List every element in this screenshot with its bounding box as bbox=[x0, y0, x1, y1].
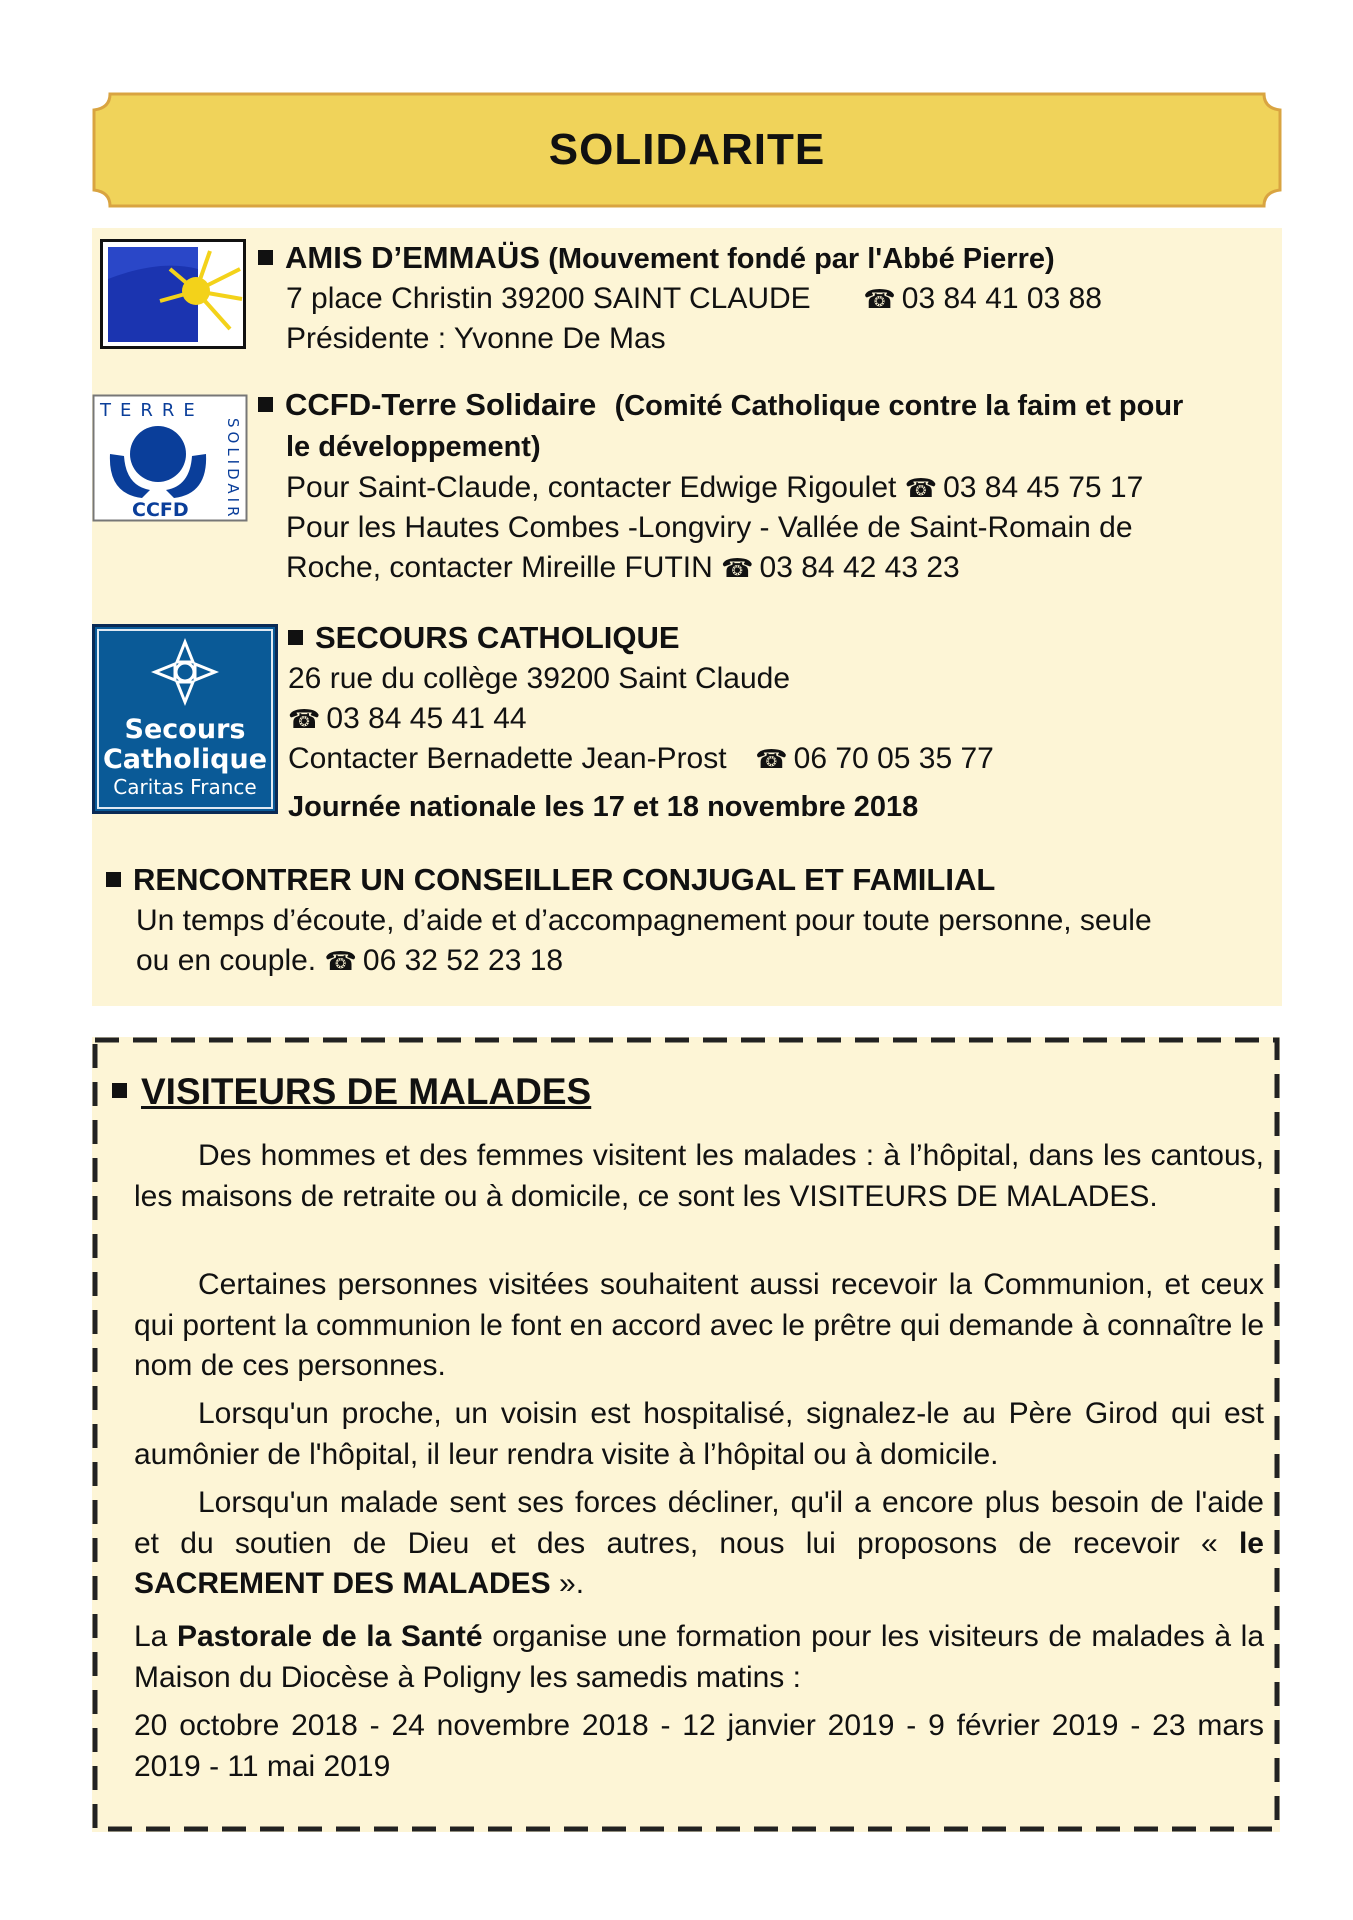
section-banner bbox=[92, 92, 1282, 208]
secours-event: Journée nationale les 17 et 18 novembre 2018 bbox=[288, 791, 919, 823]
ccfd-entry bbox=[258, 384, 1183, 588]
secours-logo bbox=[92, 624, 278, 814]
visiteurs-title: VISITEURS DE MALADES bbox=[141, 1071, 592, 1112]
visiteurs-dates: 20 octobre 2018 - 24 novembre 2018 - 12 janvier 2019 - 9 février 2019 - 23 mars 2019 - 11 mai 2019 bbox=[134, 1709, 1264, 1783]
conseiller-title: RENCONTRER UN CONSEILLER CONJUGAL ET FAMILIAL bbox=[133, 862, 996, 897]
secours-phone[interactable]: 03 84 45 41 44 bbox=[326, 702, 527, 735]
p5-pastorale: Pastorale de la Santé bbox=[176, 1620, 483, 1653]
visiteurs-title-row bbox=[112, 1071, 591, 1113]
p4-open-quote: « bbox=[1201, 1526, 1239, 1560]
secours-contact: Contacter Bernadette Jean-Prost bbox=[288, 742, 727, 775]
phone-icon: ☎ bbox=[721, 553, 754, 583]
phone-icon: ☎ bbox=[755, 744, 788, 774]
phone-icon: ☎ bbox=[288, 704, 321, 734]
visiteurs-paragraph-1: Des hommes et des femmes visitent les malades : à l’hôpital, dans les cantous, les maisons de retraite ou à domicile, ce sont les VISITEURS DE MALADES. bbox=[134, 1139, 1264, 1213]
ccfd-phone-2[interactable]: 03 84 42 43 23 bbox=[759, 551, 960, 584]
conseiller-line1: Un temps d’écoute, d’aide et d’accompagnement pour toute personne, seule bbox=[136, 904, 1152, 937]
p4-sacrement: le SACREMENT DES MALADES bbox=[134, 1526, 1264, 1600]
emmaus-logo bbox=[100, 239, 246, 349]
emmaus-phone[interactable]: 03 84 41 03 88 bbox=[901, 282, 1102, 315]
p4-text: Lorsqu'un malade sent ses forces décliner, qu'il a encore plus besoin de l'aide et du soutien de Dieu et des autres, nous lui proposons de recevoir bbox=[134, 1486, 1264, 1560]
secours-logo-line2: Catholique bbox=[102, 744, 268, 775]
ccfd-name: CCFD-Terre Solidaire bbox=[285, 387, 597, 422]
visiteurs-paragraph-4 bbox=[134, 1483, 1264, 1605]
sun-logo-icon bbox=[100, 239, 246, 349]
ccfd-logo-text: CCFD bbox=[132, 499, 189, 521]
solidarity-panel bbox=[92, 228, 1282, 1006]
ccfd-phone-1[interactable]: 03 84 45 75 17 bbox=[943, 471, 1144, 504]
p5-a: La bbox=[134, 1620, 177, 1653]
emmaus-president: Présidente : Yvonne De Mas bbox=[286, 322, 666, 355]
visiteurs-paragraph-5 bbox=[134, 1617, 1264, 1698]
visiteurs-box bbox=[92, 1037, 1280, 1832]
bullet-icon bbox=[258, 397, 273, 412]
ccfd-subtitle-2: le développement) bbox=[286, 431, 541, 463]
ccfd-contact-2-line2: Roche, contacter Mireille FUTIN bbox=[286, 551, 713, 584]
phone-icon: ☎ bbox=[324, 946, 357, 976]
bullet-icon bbox=[258, 250, 273, 265]
emmaus-entry bbox=[258, 238, 1102, 359]
p4-close-quote: ». bbox=[550, 1567, 585, 1600]
ccfd-subtitle-1: (Comité Catholique contre la faim et pour bbox=[614, 390, 1184, 422]
emmaus-name: AMIS D’EMMAÜS bbox=[285, 240, 540, 275]
secours-contact-phone[interactable]: 06 70 05 35 77 bbox=[793, 742, 994, 775]
bullet-icon bbox=[288, 630, 303, 645]
ccfd-contact-1: Pour Saint-Claude, contacter Edwige Rigoulet bbox=[286, 471, 897, 504]
ccfd-logo bbox=[92, 394, 248, 522]
emmaus-address: 7 place Christin 39200 SAINT CLAUDE bbox=[286, 282, 811, 315]
secours-cross-icon bbox=[92, 624, 278, 814]
secours-entry bbox=[288, 618, 994, 827]
p5-b: organise une formation pour les visiteurs de malades à la Maison du Diocèse à Poligny les samedis matins : bbox=[134, 1620, 1264, 1694]
emmaus-subtitle: (Mouvement fondé par l'Abbé Pierre) bbox=[548, 243, 1055, 275]
visiteurs-paragraph-2: Certaines personnes visitées souhaitent aussi recevoir la Communion, et ceux qui portent la communion le font en accord avec le prêtre qui demande à connaître le nom de ces personnes. bbox=[134, 1268, 1264, 1382]
secours-logo-line3: Caritas France bbox=[113, 775, 257, 799]
phone-icon: ☎ bbox=[904, 473, 938, 503]
secours-logo-line1: Secours bbox=[124, 714, 246, 745]
ccfd-logo-top: TERRE bbox=[100, 400, 204, 421]
page-title: SOLIDARITE bbox=[548, 125, 826, 174]
conseiller-entry bbox=[106, 860, 1152, 981]
conseiller-line2: ou en couple. bbox=[136, 944, 317, 977]
secours-address: 26 rue du collège 39200 Saint Claude bbox=[288, 662, 791, 695]
ccfd-contact-2-line1: Pour les Hautes Combes -Longviry - Vallée de Saint-Romain de bbox=[286, 511, 1133, 544]
bullet-icon bbox=[106, 872, 121, 887]
conseiller-phone[interactable]: 06 32 52 23 18 bbox=[362, 944, 564, 977]
secours-name: SECOURS CATHOLIQUE bbox=[315, 620, 680, 655]
phone-icon: ☎ bbox=[863, 284, 896, 314]
bullet-icon bbox=[112, 1083, 127, 1098]
ccfd-hands-icon bbox=[92, 394, 248, 522]
visiteurs-paragraph-3: Lorsqu'un proche, un voisin est hospitalisé, signalez-le au Père Girod qui est aumônier de l'hôpital, il leur rendra visite à l’hôpital ou à domicile. bbox=[134, 1397, 1264, 1471]
ccfd-logo-side: SOLIDAIRE bbox=[224, 418, 242, 522]
